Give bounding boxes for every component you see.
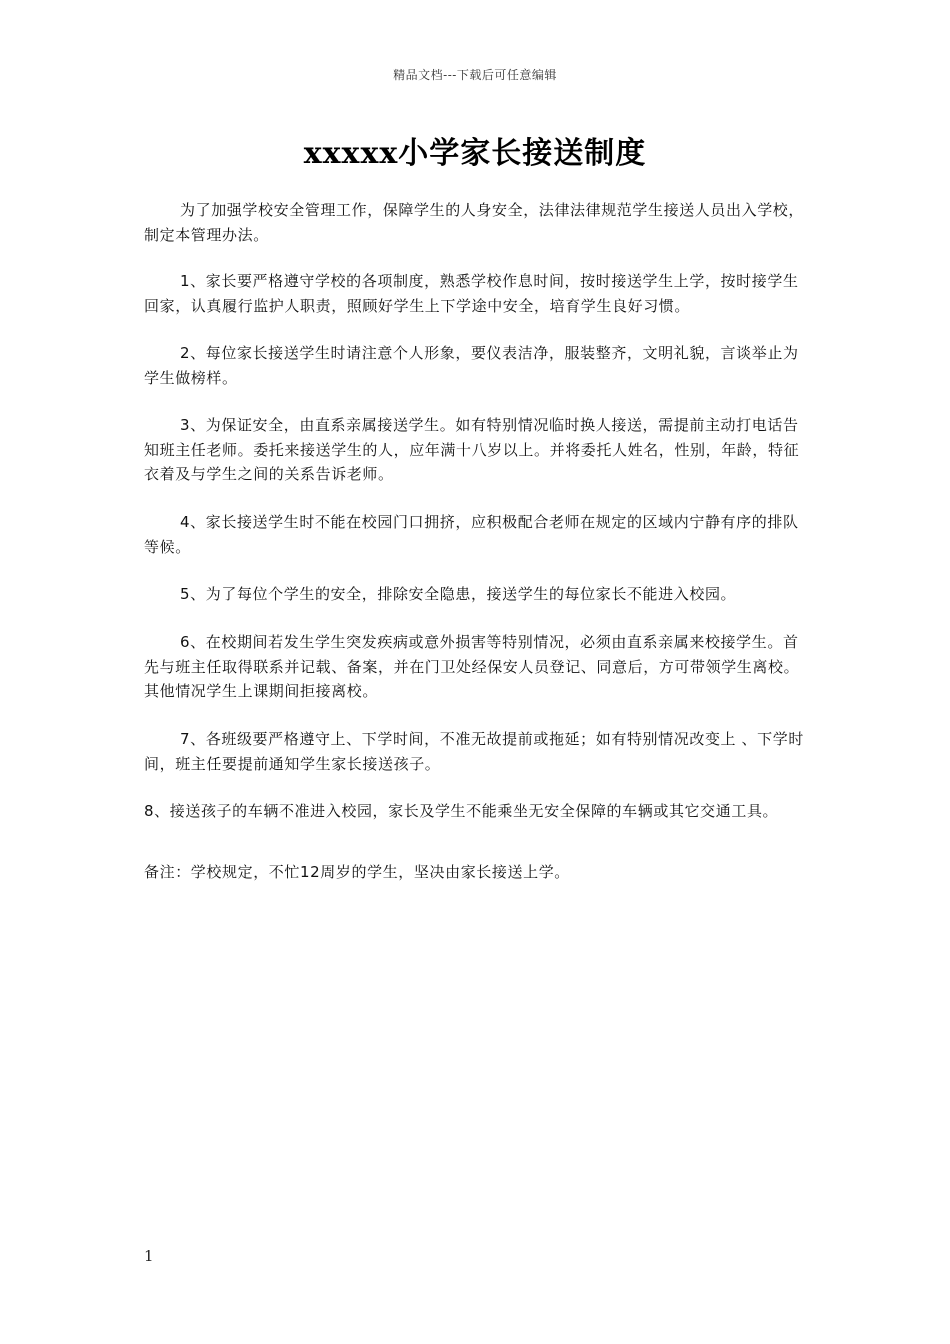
intro-text: 为了加强学校安全管理工作，保障学生的人身安全，法律法律规范学生接送人员出入学校，制定本管理办法。 (144, 201, 805, 244)
rule-8-text: 8、接送孩子的车辆不准进入校园，家长及学生不能乘坐无安全保障的车辆或其它交通工具。 (144, 802, 779, 820)
rule-5-text: 5、为了每位个学生的安全，排除安全隐患，接送学生的每位家长不能进入校园。 (180, 585, 737, 603)
rule-4-text: 4、家长接送学生时不能在校园门口拥挤，应积极配合老师在规定的区域内宁静有序的排队等候。 (144, 513, 799, 556)
document-title: xxxxx小学家长接送制度 (303, 136, 647, 171)
rule-5 (144, 582, 812, 607)
rule-2 (144, 341, 812, 390)
rule-6 (144, 630, 812, 704)
header-note: 精品文档---下载后可任意编辑 (393, 68, 557, 82)
rule-2-text: 2、每位家长接送学生时请注意个人形象，要仪表洁净，服装整齐，文明礼貌，言谈举止为学生做榜样。 (144, 344, 799, 387)
intro-paragraph (144, 198, 812, 247)
rule-3-text: 3、为保证安全，由直系亲属接送学生。如有特别情况临时换人接送，需提前主动打电话告知班主任老师。委托来接送学生的人，应年满十八岁以上。并将委托人姓名，性别，年龄，特征衣着及与学生之间的关系告诉老师。 (144, 416, 800, 483)
rule-4 (144, 510, 812, 559)
remark (144, 860, 812, 885)
rule-7-text: 7、各班级要严格遵守上、下学时间，不准无故提前或拖延；如有特别情况改变上 、下学时间，班主任要提前通知学生家长接送孩子。 (144, 730, 804, 773)
page-number: 1 (144, 1247, 154, 1265)
rule-6-text: 6、在校期间若发生学生突发疾病或意外损害等特别情况，必须由直系亲属来校接学生。首先与班主任取得联系并记载、备案，并在门卫处经保安人员登记、同意后，方可带领学生离校。其他情况学生上课期间拒接离校。 (144, 633, 800, 700)
rule-1-text: 1、家长要严格遵守学校的各项制度，熟悉学校作息时间，按时接送学生上学，按时接学生回家，认真履行监护人职责，照顾好学生上下学途中安全，培育学生良好习惯。 (144, 272, 799, 315)
rule-1 (144, 269, 812, 318)
rule-7 (144, 727, 812, 776)
rule-3 (144, 413, 812, 487)
rule-8 (144, 799, 824, 824)
remark-text: 备注：学校规定，不忙12周岁的学生，坚决由家长接送上学。 (144, 863, 570, 881)
